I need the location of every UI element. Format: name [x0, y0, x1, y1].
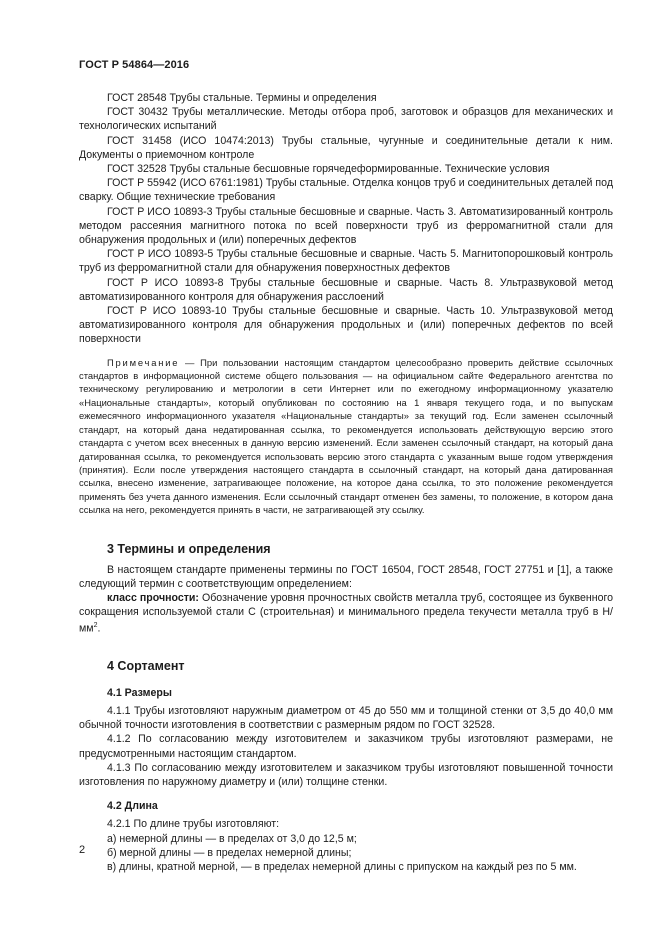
reference-item: ГОСТ 30432 Трубы металлические. Методы отбора проб, заготовок и образцов для механических и технологических испытаний	[79, 106, 613, 133]
section-3-intro: В настоящем стандарте применены термины по ГОСТ 16504, ГОСТ 28548, ГОСТ 27751 и [1], а также следующий термин с соответствующим определением:	[79, 563, 613, 590]
list-item-b: б) мерной длины — в пределах немерной длины;	[107, 846, 352, 859]
note-label: Примечание	[107, 356, 180, 368]
term-name: класс прочности:	[107, 591, 199, 604]
document-header: ГОСТ Р 54864—2016	[79, 59, 190, 71]
paragraph-4-1-1: 4.1.1 Трубы изготовляют наружным диаметром от 45 до 550 мм и толщиной стенки от 3,5 до 40,0 мм обычной точности изготовления в соответствии с размерным рядом по ГОСТ 32528.	[79, 705, 613, 732]
subsection-4-2-heading: 4.2 Длина	[107, 800, 158, 813]
term-definition	[79, 591, 613, 636]
reference-item: ГОСТ Р ИСО 10893-10 Трубы стальные бесшовные и сварные. Часть 10. Ультразвуковой метод автоматизированного контроля для обнаружения продольных и (или) поперечных дефектов по всей поверхности	[79, 305, 613, 346]
paragraph-4-1-2: 4.1.2 По согласованию между изготовителем и заказчиком трубы изготовляют размерами, не предусмотренными настоящим стандартом.	[79, 733, 613, 760]
reference-item: ГОСТ 31458 (ИСО 10474:2013) Трубы стальные, чугунные и соединительные детали к ним. Документы о приемочном контроле	[79, 134, 613, 161]
paragraph-4-1-3: 4.1.3 По согласованию между изготовителем и заказчиком трубы изготовляют повышенной точности изготовления по наружному диаметру и (или) толщине стенки.	[79, 761, 613, 789]
page-number: 2	[79, 844, 86, 856]
subsection-4-1-heading: 4.1 Размеры	[107, 687, 172, 700]
reference-item: ГОСТ Р ИСО 10893-5 Трубы стальные бесшовные и сварные. Часть 5. Магнитопорошковый контроль труб из ферромагнитной стали для обнаружения поверхностных дефектов	[79, 248, 613, 275]
reference-item: ГОСТ 28548 Трубы стальные. Термины и определения	[107, 92, 377, 104]
section-4-heading: 4 Сортамент	[107, 659, 185, 674]
term-superscript: 2	[93, 622, 98, 630]
list-item-c: в) длины, кратной мерной, — в пределах немерной длины с припуском на каждый рез по 5 мм.	[107, 860, 577, 873]
reference-note	[79, 356, 613, 517]
reference-item: ГОСТ Р 55942 (ИСО 6761:1981) Трубы стальные. Отделка концов труб и соединительных деталей под сварку. Общие технические требования	[79, 177, 613, 204]
reference-item: ГОСТ Р ИСО 10893-8 Трубы стальные бесшовные и сварные. Часть 8. Ультразвуковой метод автоматизированного контроля для обнаружения расслоений	[79, 276, 613, 303]
note-text: — При пользовании настоящим стандартом целесообразно проверить действие ссылочных стандартов в информационной системе общего пользования — на официальном сайте Федерального агентства по техническому регулированию и метрологии в сети Интернет или по ежегодному информационному указателю «Национальные стандарты», который опубликован по состоянию на 1 января текущего года, и по выпускам ежемесячного информационного указателя «Национальные стандарты» за текущий год. Если заменен ссылочный стандарт, на который дана недатированная ссылка, то рекомендуется использовать действующую версию этого стандарта с учетом всех внесенных в данную версию изменений. Если заменен ссылочный стандарт, на который дана датированная ссылка, то рекомендуется использовать версию этого стандарта с указанным выше годом утверждения (принятия). Если после утверждения настоящего стандарта в ссылочный стандарт, на который дана датированная ссылка, внесено изменение, затрагивающее положение, на которое дана ссылка, то это положение рекомендуется применять без учета данного изменения. Если ссылочный стандарт отменен без замены, то положение, в котором дана ссылка на него, рекомендуется принять в части, не затрагивающей эту ссылку.	[79, 356, 613, 516]
reference-item: ГОСТ 32528 Трубы стальные бесшовные горячедеформированные. Технические условия	[107, 163, 550, 176]
term-text: Обозначение уровня прочностных свойств металла труб, состоящее из буквенного сокращения используемой стали С (строительная) и минимального предела текучести металла труб в Н/мм	[79, 591, 613, 635]
section-3-heading: 3 Термины и определения	[107, 541, 271, 556]
term-end: .	[97, 622, 101, 635]
document-body	[79, 91, 613, 874]
reference-item: ГОСТ Р ИСО 10893-3 Трубы стальные бесшовные и сварные. Часть 3. Автоматизированный контроль методом рассеяния магнитного потока по всей поверхности труб из ферромагнитной стали для обнаружения продольных и (или) поперечных дефектов	[79, 205, 613, 247]
paragraph-4-2-1: 4.2.1 По длине трубы изготовляют:	[107, 818, 280, 831]
list-item-a: а) немерной длины — в пределах от 3,0 до 12,5 м;	[107, 832, 357, 845]
